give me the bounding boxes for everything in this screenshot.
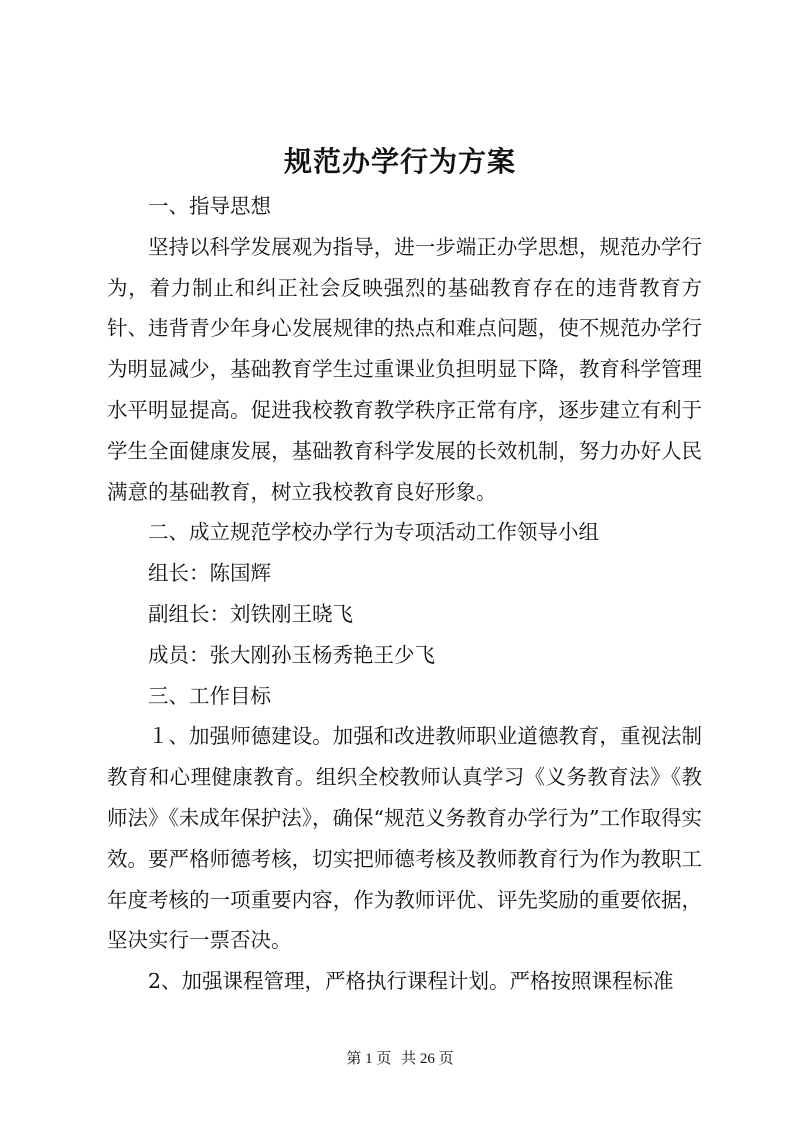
group-leader-line: 组长：陈国辉 bbox=[148, 561, 271, 586]
goal-paragraph-1: １、加强师德建设。加强和改进教师职业道德教育，重视法制教育和心理健康教育。组织全校教师认真学习《义务教育法》《教师法》《未成年保护法》，确保“规范义务教育办学行为”工作取得实效。要严格师德考核，切实把师德考核及教师教育行为作为教职工年度考核的一项重要内容，作为教师评优、评先奖励的重要依据，坚决实行一票否决。 bbox=[107, 724, 702, 953]
section-heading-3: 三、工作目标 bbox=[148, 683, 271, 708]
document-title: 规范办学行为方案 bbox=[283, 145, 516, 178]
document-body bbox=[107, 186, 702, 1002]
goal-paragraph-2: 2、加强课程管理，严格执行课程计划。严格按照课程标准 bbox=[148, 969, 674, 994]
section-heading-2: 二、成立规范学校办学行为专项活动工作领导小组 bbox=[148, 520, 599, 545]
section-paragraph-1: 坚持以科学发展观为指导，进一步端正办学思想，规范办学行为，着力制止和纠正社会反映强烈的基础教育存在的违背教育方针、违背青少年身心发展规律的热点和难点问题，使不规范办学行为明显减少，基础教育学生过重课业负担明显下降，教育科学管理水平明显提高。促进我校教育教学秩序正常有序，逐步建立有利于学生全面健康发展，基础教育科学发展的长效机制，努力办好人民满意的基础教育，树立我校教育良好形象。 bbox=[107, 234, 702, 504]
page-total: 共 26 页 bbox=[401, 1051, 454, 1067]
section-heading-1: 一、指导思想 bbox=[148, 194, 271, 218]
page-footer bbox=[0, 1047, 800, 1068]
page-number: 第 1 页 bbox=[346, 1051, 392, 1067]
deputy-leaders-line: 副组长：刘铁刚王晓飞 bbox=[148, 601, 353, 626]
members-line: 成员：张大刚孙玉杨秀艳王少飞 bbox=[148, 642, 435, 667]
